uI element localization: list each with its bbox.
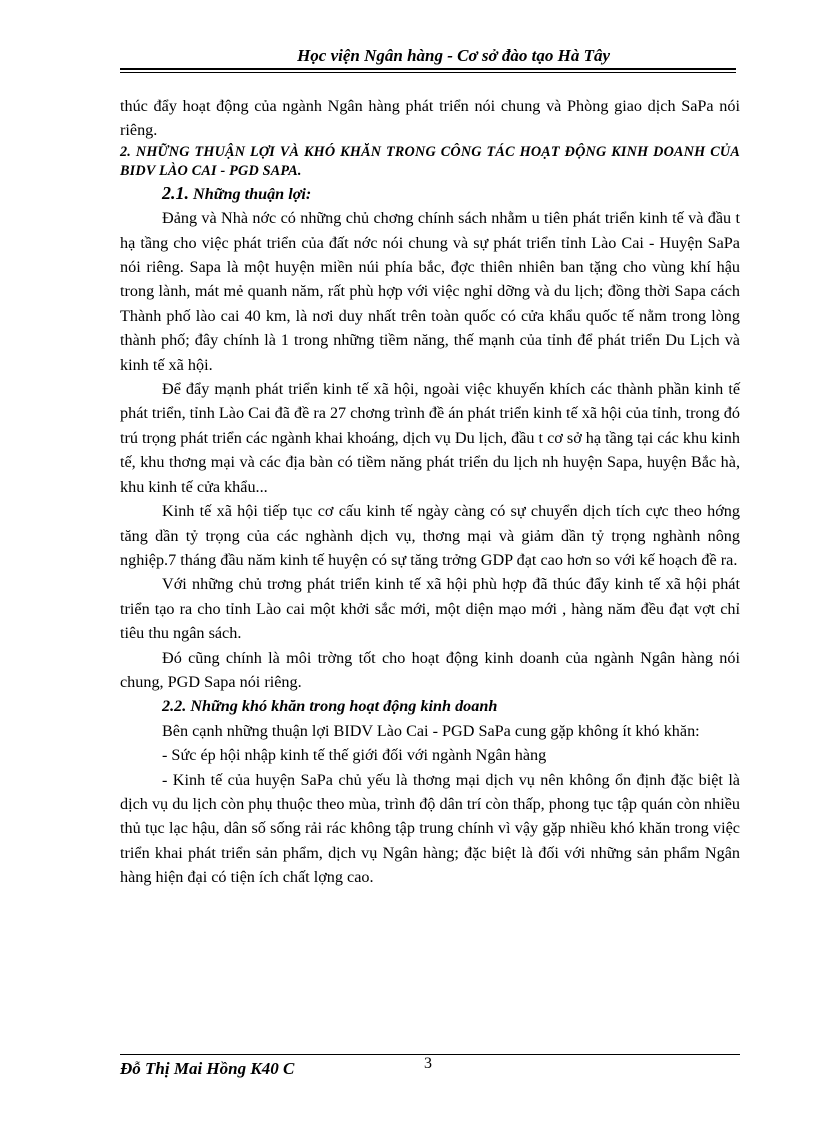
subsection-2-2-heading: 2.2. Những khó khăn trong hoạt động kinh doanh bbox=[162, 697, 498, 716]
paragraph-5: Đó cũng chính là môi trờng tốt cho hoạt động kinh doanh của ngành Ngân hàng nói chung, PGD Sapa nói riêng. bbox=[120, 648, 740, 691]
page-header bbox=[120, 46, 740, 66]
intro-paragraph: thúc đẩy hoạt động của ngành Ngân hàng phát triển nói chung và Phòng giao dịch SaPa nói riêng. bbox=[120, 97, 740, 140]
paragraph-3: Kinh tế xã hội tiếp tục cơ cấu kinh tế ngày càng có sự chuyển dịch tích cực theo hớng tăng dần tỷ trọng của các nghành dịch vụ, thơng mại và giảm dần tỷ trọng nghành nông nghiệp.7 tháng đầu năm kinh tế huyện có sự tăng trởng GDP đạt cao hơn so với kế hoạch đề ra. bbox=[120, 502, 740, 569]
page-number: 3 bbox=[424, 1055, 432, 1072]
header-rule-thin bbox=[120, 72, 736, 73]
paragraph-8: - Kinh tế của huyện SaPa chủ yếu là thơng mại dịch vụ nên không ổn định đặc biệt là dịch vụ du lịch còn phụ thuộc theo mùa, trình độ dân trí còn thấp, phong tục tập quán còn nhiều thủ tục lạc hậu, dân số sống rải rác không tập trung chính vì vậy gặp nhiều khó khăn trong việc triển khai phát triển sản phẩm, dịch vụ Ngân hàng; đặc biệt là đối với những sản phẩm Ngân hàng hiện đại có tiện ích chất lợng cao. bbox=[120, 770, 740, 887]
section-2-heading: 2. NHỮNG THUẬN LỢI VÀ KHÓ KHĂN TRONG CÔNG TÁC HOẠT ĐỘNG KINH DOANH CỦA BIDV LÀO CAI - PGD SAPA. bbox=[120, 143, 740, 179]
subsection-2-1-title: Những thuận lợi: bbox=[193, 184, 312, 203]
paragraph-1: Đảng và Nhà nớc có những chủ chơng chính sách nhằm u tiên phát triển kinh tế và đầu t hạ tầng cho việc phát triển của đất nớc nói chung và sự phát triển tỉnh Lào Cai - Huyện SaPa nói riêng. Sapa là một huyện miền núi phía bắc, đợc thiên nhiên ban tặng cho vùng khí hậu trong lành, mát mẻ quanh năm, rất phù hợp với việc nghỉ dỡng và du lịch; đồng thời Sapa cách Thành phố lào cai 40 km, là nơi duy nhất trên toàn quốc có cửa khẩu quốc tế nằm trong lòng thành phố; đây chính là 1 trong những tiềm năng, thế mạnh của tỉnh để phát triển Du Lịch và kinh tế xã hội. bbox=[120, 209, 740, 374]
header-title: Học viện Ngân hàng - Cơ sở đào tạo Hà Tây bbox=[297, 46, 610, 65]
paragraph-2: Để đẩy mạnh phát triển kinh tế xã hội, ngoài việc khuyến khích các thành phần kinh tế phát triển, tỉnh Lào Cai đã đề ra 27 chơng trình đề án phát triển kinh tế xã hội của tỉnh, trong đó trú trọng phát triển các ngành khai khoáng, dịch vụ Du lịch, đầu t cơ sở hạ tầng tại các khu kinh tế, khu thơng mại và các địa bàn có tiềm năng phát triển du lịch nh huyện Sapa, huyện Bắc hà, khu kinh tế cửa khẩu... bbox=[120, 380, 740, 496]
document-body bbox=[120, 94, 740, 890]
paragraph-4: Với những chủ trơng phát triển kinh tế xã hội phù hợp đã thúc đẩy kinh tế xã hội phát triển tạo ra cho tỉnh Lào cai một khởi sắc mới, một diện mạo mới , hàng năm đều đạt vợt chỉ tiêu thu ngân sách. bbox=[120, 575, 740, 643]
paragraph-7: - Sức ép hội nhập kinh tế thế giới đối với ngành Ngân hàng bbox=[162, 746, 547, 765]
subsection-2-1-number: 2.1. bbox=[162, 182, 189, 203]
paragraph-6: Bên cạnh những thuận lợi BIDV Lào Cai - PGD SaPa cung gặp không ít khó khăn: bbox=[162, 721, 700, 740]
header-rule-thick bbox=[120, 68, 736, 70]
subsection-2-1-heading bbox=[120, 181, 740, 206]
footer-author: Đỗ Thị Mai Hồng K40 C bbox=[120, 1059, 295, 1078]
